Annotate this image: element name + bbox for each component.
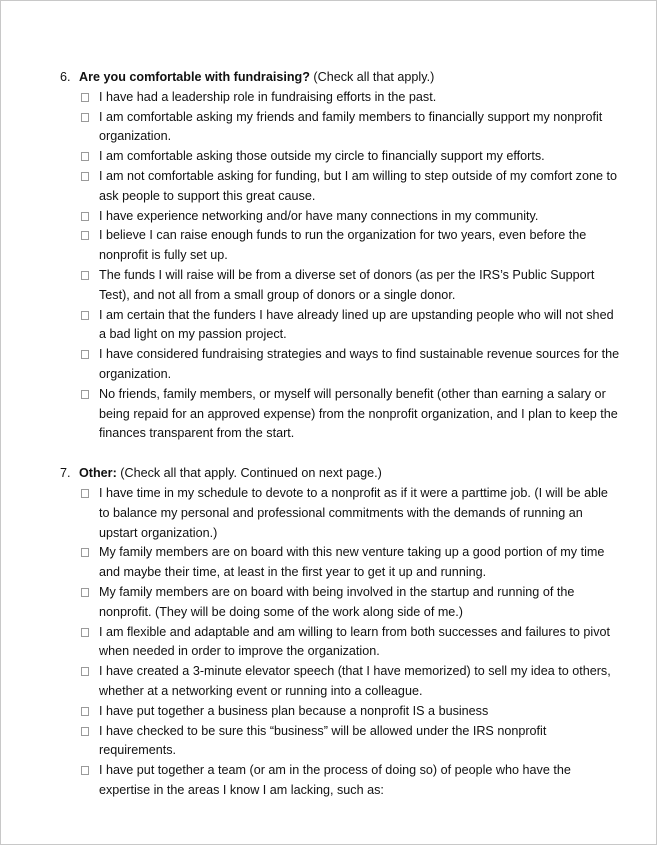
option-item — [60, 266, 620, 306]
option-item — [60, 147, 620, 167]
option-label: I have created a 3-minute elevator speech (that I have memorized) to sell my idea to others, whether at a networking event or running into a colleague. — [99, 664, 611, 698]
question-note: (Check all that apply.) — [309, 70, 435, 84]
question-note: (Check all that apply. Continued on next page.) — [116, 466, 382, 481]
option-label: I have put together a team (or am in the process of doing so) of people who have the expertise in the areas I know I am lacking, such as: — [99, 763, 571, 797]
checkbox[interactable] — [81, 311, 89, 320]
checkbox[interactable] — [81, 212, 89, 221]
option-item — [60, 722, 620, 762]
option-item — [60, 702, 620, 722]
question-number: 7. — [60, 466, 71, 481]
option-item — [60, 583, 620, 623]
checkbox[interactable] — [81, 271, 89, 280]
option-item — [60, 543, 620, 583]
option-label: I am not comfortable asking for funding, but I am willing to step outside of my comfort zone to ask people to support this great cause. — [99, 168, 617, 203]
questionnaire — [60, 68, 620, 801]
option-item — [60, 345, 620, 385]
option-item — [60, 761, 620, 801]
question-title: Other: — [79, 466, 117, 481]
option-item — [60, 226, 620, 266]
option-label: I am certain that the funders I have already lined up are upstanding people who will not shed a bad light on my passion project. — [99, 307, 614, 342]
option-label: I have put together a business plan because a nonprofit IS a business — [99, 703, 489, 718]
checkbox[interactable] — [81, 707, 89, 716]
option-item — [60, 385, 620, 444]
checkbox[interactable] — [81, 350, 89, 359]
checkbox[interactable] — [81, 766, 89, 775]
checkbox[interactable] — [81, 231, 89, 240]
question-6 — [60, 68, 620, 444]
option-label: My family members are on board with being involved in the startup and running of the nonprofit. (They will be doing some of the work along side of me.) — [99, 584, 575, 619]
checkbox[interactable] — [81, 93, 89, 102]
option-item — [60, 623, 620, 663]
option-label: I have considered fundraising strategies and ways to find sustainable revenue sources for the organization. — [99, 347, 620, 381]
option-item — [60, 484, 620, 543]
question-number: 6. — [60, 70, 71, 84]
checkbox[interactable] — [81, 667, 89, 676]
checkbox[interactable] — [81, 390, 89, 399]
option-item — [60, 662, 620, 702]
option-label: I have experience networking and/or have many connections in my community. — [99, 208, 539, 223]
checkbox[interactable] — [81, 628, 89, 637]
option-label: No friends, family members, or myself will personally benefit (other than earning a salary or being repaid for an approved expense) from the nonprofit organization, and I plan to keep the finances transparent from the start. — [99, 386, 618, 441]
options-list — [60, 484, 620, 801]
option-label: I have had a leadership role in fundraising efforts in the past. — [99, 89, 437, 104]
checkbox[interactable] — [81, 548, 89, 557]
option-label: My family members are on board with this new venture taking up a good portion of my time and maybe their time, at least in the first year to get it up and running. — [99, 545, 605, 580]
option-label: I am flexible and adaptable and am willing to learn from both successes and failures to pivot when needed in order to improve the organization. — [99, 624, 611, 659]
question-7 — [60, 464, 620, 801]
question-heading — [60, 464, 620, 484]
checkbox[interactable] — [81, 489, 89, 498]
options-list — [60, 88, 620, 444]
option-label: I am comfortable asking my friends and family members to financially support my nonprofit organization. — [99, 109, 603, 144]
option-item — [60, 88, 620, 108]
checkbox[interactable] — [81, 172, 89, 181]
option-item — [60, 108, 620, 148]
option-label: I believe I can raise enough funds to run the organization for two years, even before the nonprofit is fully set up. — [99, 228, 587, 263]
option-label: I have checked to be sure this “business” will be allowed under the IRS nonprofit requirements. — [99, 723, 547, 758]
question-title: Are you comfortable with fundraising? — [79, 70, 310, 84]
checkbox[interactable] — [81, 152, 89, 161]
option-label: I am comfortable asking those outside my circle to financially support my efforts. — [99, 149, 545, 164]
option-item — [60, 207, 620, 227]
checkbox[interactable] — [81, 113, 89, 122]
question-heading — [60, 68, 620, 88]
option-item — [60, 167, 620, 207]
option-label: I have time in my schedule to devote to a nonprofit as if it were a parttime job. (I will be able to balance my personal and professional commitments with the demands of running an upstart organization.) — [99, 485, 608, 540]
checkbox[interactable] — [81, 727, 89, 736]
section-gap — [60, 444, 620, 464]
option-label: The funds I will raise will be from a diverse set of donors (as per the IRS’s Public Support Test), and not all from a small group of donors or a single donor. — [99, 267, 595, 302]
option-item — [60, 306, 620, 346]
checkbox[interactable] — [81, 588, 89, 597]
